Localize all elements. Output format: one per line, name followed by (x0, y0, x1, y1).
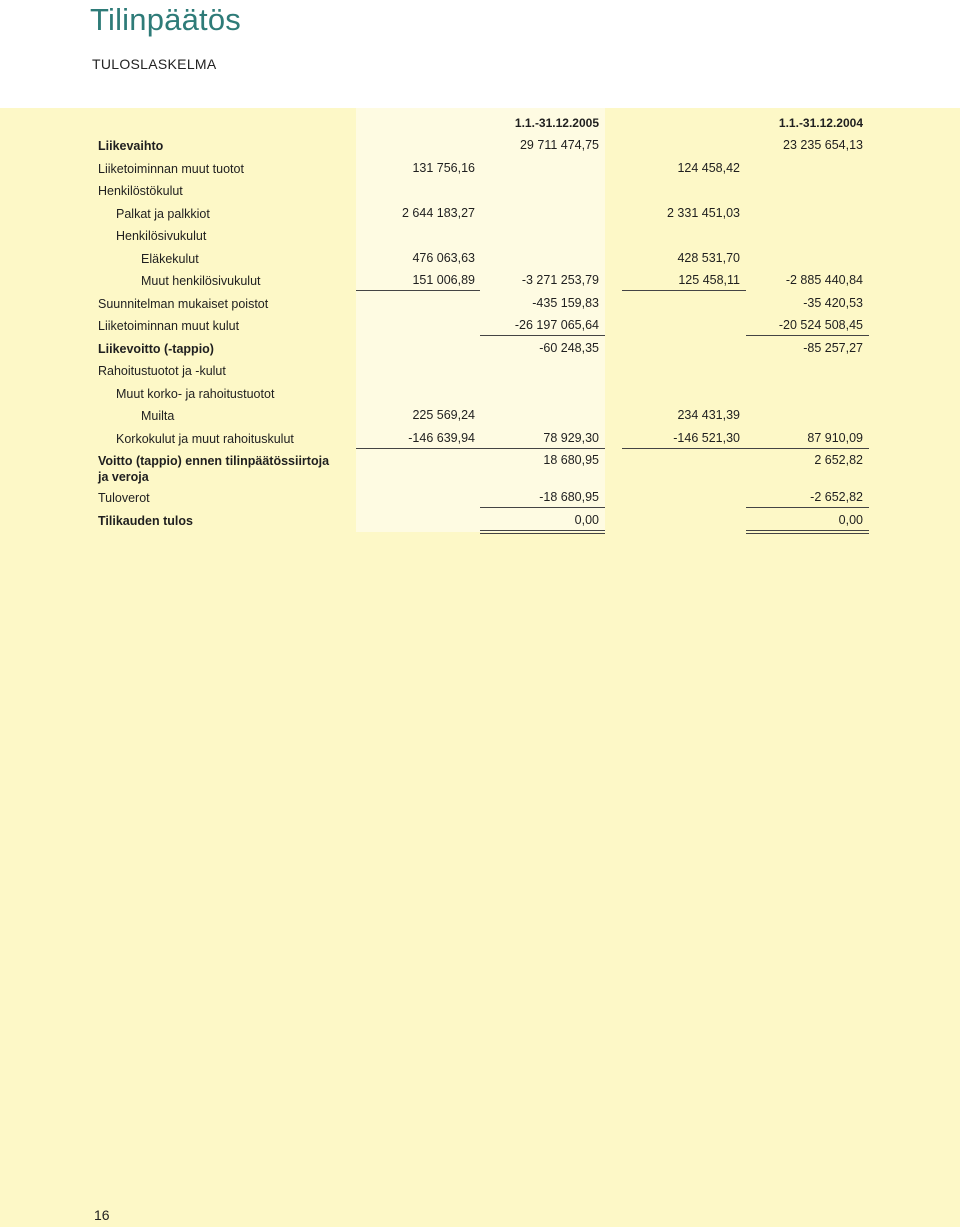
value-2004: -2 652,82 (810, 490, 863, 504)
value-2004: -35 420,53 (803, 295, 863, 310)
subvalue-2005: 131 756,16 (412, 160, 475, 175)
double-underline (746, 530, 869, 534)
table-row (0, 359, 960, 382)
value-2005: -60 248,35 (539, 340, 599, 355)
value-2004: 2 652,82 (814, 453, 863, 467)
table-row (0, 247, 960, 270)
table-row (0, 337, 960, 360)
subvalue-2005: 151 006,89 (412, 273, 475, 287)
income-statement-table (0, 108, 960, 531)
header-2004: 1.1.-31.12.2004 (778, 116, 863, 130)
table-row (0, 202, 960, 225)
header-2005: 1.1.-31.12.2005 (514, 116, 599, 130)
double-underline (480, 530, 605, 534)
row-label: Suunnitelman mukaiset poistot (98, 296, 269, 311)
table-header-row (0, 108, 960, 134)
value-2005: -18 680,95 (539, 490, 599, 504)
table-row (0, 427, 960, 450)
row-label: Voitto (tappio) ennen tilinpäätössiirtoja ja veroja (98, 454, 330, 484)
row-label: Liiketoiminnan muut tuotot (98, 161, 244, 176)
page-number: 16 (94, 1207, 110, 1223)
subvalue-2005: 2 644 183,27 (402, 205, 475, 220)
table-row (0, 224, 960, 247)
table-row (0, 269, 960, 292)
subvalue-2004: 2 331 451,03 (667, 205, 740, 220)
row-label: Muilta (141, 409, 175, 423)
subvalue-2004: -146 521,30 (673, 430, 740, 445)
table-row (0, 314, 960, 337)
row-label: Henkilöstökulut (98, 184, 183, 198)
value-2004: -20 524 508,45 (778, 318, 863, 332)
value-2005: 29 711 474,75 (519, 138, 599, 152)
subvalue-2004: 124 458,42 (677, 160, 740, 175)
row-label: Henkilösivukulut (116, 229, 207, 243)
subvalue-2004: 428 531,70 (677, 250, 740, 265)
row-label: Rahoitustuotot ja -kulut (98, 364, 226, 378)
value-2005: -26 197 065,64 (514, 318, 599, 332)
row-label: Liikevaihto (98, 139, 164, 153)
row-label: Tilikauden tulos (98, 513, 193, 528)
row-label: Liikevoitto (-tappio) (98, 341, 214, 356)
row-label: Korkokulut ja muut rahoituskulut (116, 431, 294, 446)
table-row (0, 382, 960, 405)
row-label: Liiketoiminnan muut kulut (98, 319, 240, 333)
row-label: Eläkekulut (141, 251, 199, 266)
subvalue-2005: 225 569,24 (412, 408, 475, 422)
table-row (0, 157, 960, 180)
value-2005: -3 271 253,79 (521, 273, 599, 287)
page-title: Tilinpäätös (90, 2, 241, 37)
value-2005: -435 159,83 (532, 295, 599, 310)
value-2004: -85 257,27 (803, 340, 863, 355)
row-label: Palkat ja palkkiot (116, 206, 210, 221)
value-2004: 23 235 654,13 (783, 138, 863, 152)
value-2004: 87 910,09 (807, 430, 863, 445)
value-2004: 0,00 (838, 512, 863, 527)
table-row (0, 509, 960, 532)
row-label: Tuloverot (98, 491, 150, 505)
table-row (0, 404, 960, 427)
subvalue-2005: -146 639,94 (408, 430, 475, 445)
value-2005: 18 680,95 (543, 453, 599, 467)
section-title: TULOSLASKELMA (92, 56, 217, 72)
value-2004: -2 885 440,84 (785, 273, 863, 287)
table-row (0, 486, 960, 509)
table-row (0, 449, 960, 486)
subvalue-2004: 234 431,39 (677, 408, 740, 422)
subvalue-2005: 476 063,63 (412, 250, 475, 265)
value-2005: 78 929,30 (543, 430, 599, 445)
subvalue-2004: 125 458,11 (678, 273, 740, 287)
row-label: Muut korko- ja rahoitustuotot (116, 386, 275, 401)
value-2005: 0,00 (574, 512, 599, 527)
table-row (0, 179, 960, 202)
table-row (0, 292, 960, 315)
table-row (0, 134, 960, 157)
row-label: Muut henkilösivukulut (141, 274, 261, 288)
